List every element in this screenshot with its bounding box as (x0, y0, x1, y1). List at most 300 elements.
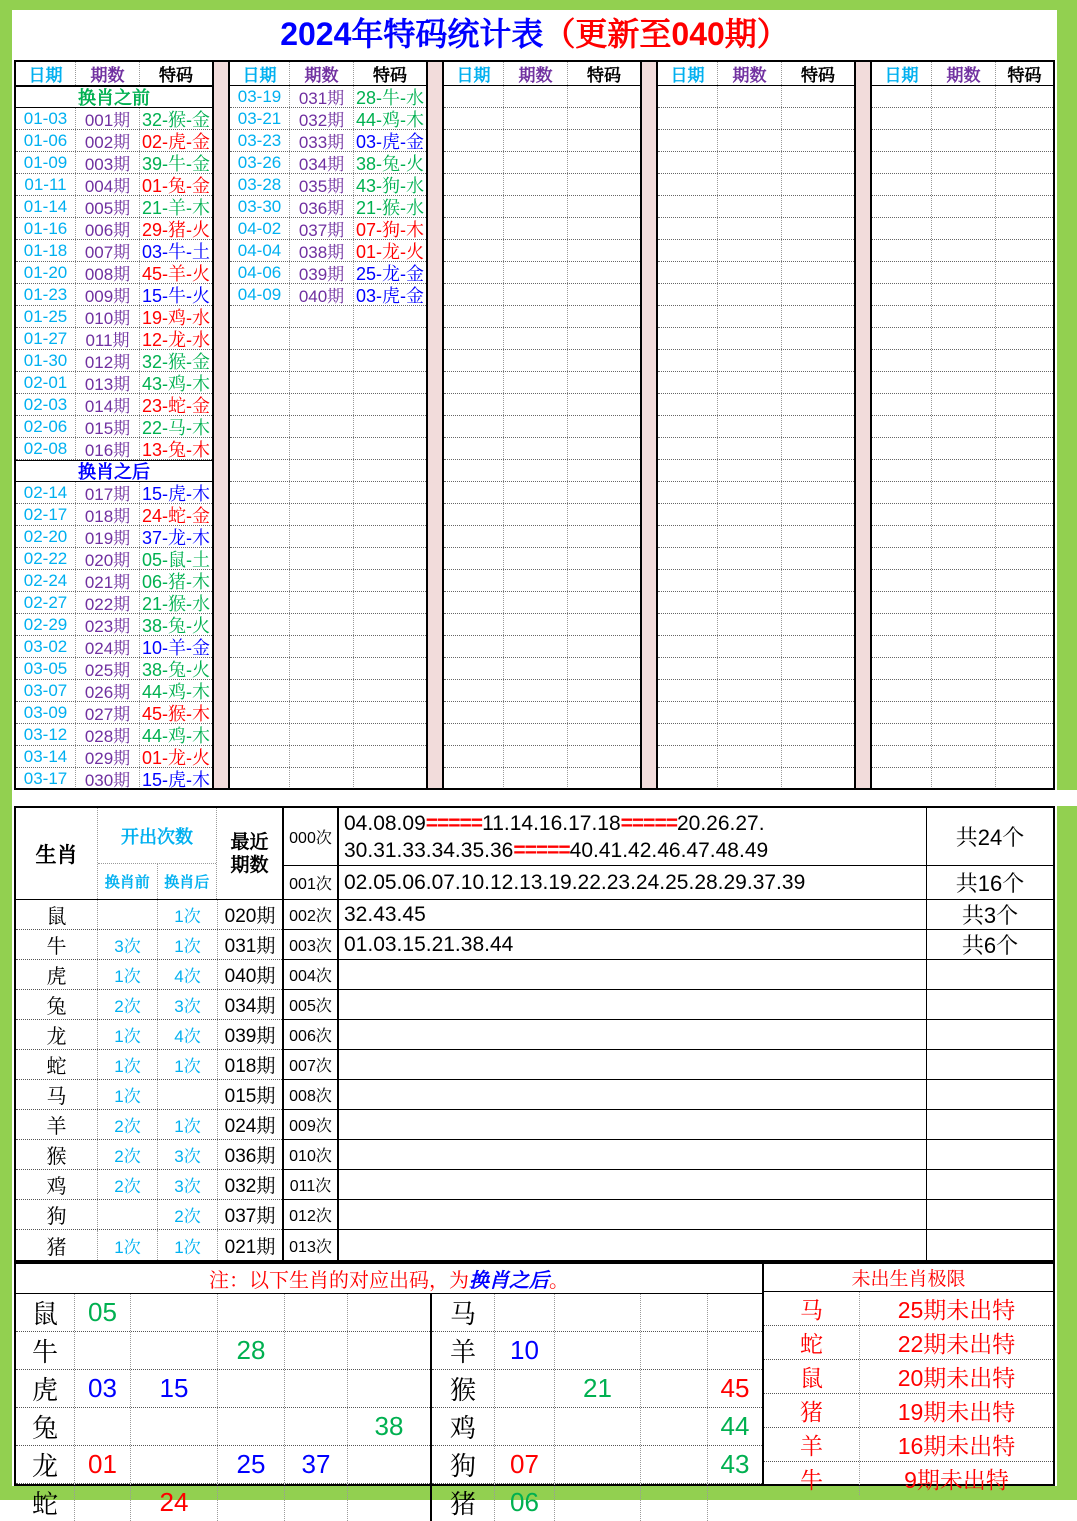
code-cell (567, 592, 640, 613)
frequency-numbers-cell (339, 1200, 927, 1229)
zodiac-name-cell: 蛇 (31, 1489, 58, 1519)
limit-zodiac-cell: 马 (800, 1297, 823, 1323)
date-cell: 01-18 (23, 240, 68, 260)
frequency-label: 011次 (284, 1170, 339, 1199)
table-row (658, 218, 854, 240)
number-list-line (344, 869, 926, 896)
table-row (16, 680, 212, 702)
note-row (16, 1264, 762, 1294)
period-cell: 021期 (75, 570, 139, 591)
period-cell: 040期 (289, 284, 353, 305)
number-list-segment: 11.14.16.17.18 (482, 811, 621, 835)
code-value-cell: 03 (74, 1370, 130, 1407)
period-cell: 010期 (75, 306, 139, 327)
period-cell (717, 240, 781, 261)
date-cell (444, 460, 503, 481)
date-cell (230, 482, 289, 503)
date-cell (230, 658, 289, 679)
code-cell (995, 108, 1053, 129)
code-column-header: 特码 (139, 62, 212, 85)
frequency-numbers-cell (339, 1080, 927, 1109)
table-row (444, 680, 640, 702)
code-cell (995, 460, 1053, 481)
table-row (16, 482, 212, 504)
table-row (658, 570, 854, 592)
date-cell (230, 570, 289, 591)
code-cell (567, 350, 640, 371)
limit-row (764, 1326, 1053, 1360)
limit-text-cell: 9期未出特 (859, 1462, 1053, 1495)
date-cell (230, 548, 289, 569)
table-row (16, 306, 212, 328)
table-row (444, 460, 640, 482)
period-cell (717, 592, 781, 613)
code-cell (781, 724, 854, 745)
date-cell: 01-09 (23, 152, 68, 172)
frequency-row (284, 900, 1053, 930)
recent-period-cell: 031期 (217, 930, 282, 959)
draw-counts-subheaders (98, 864, 216, 899)
table-row (872, 548, 1053, 570)
code-column-header: 特码 (353, 62, 426, 85)
before-count-cell: 1次 (97, 1020, 157, 1049)
zodiac-stats-row (16, 1110, 282, 1140)
recent-period-cell: 018期 (217, 1050, 282, 1079)
date-cell (658, 548, 717, 569)
date-cell (444, 702, 503, 723)
period-cell (931, 108, 995, 129)
table-row (658, 658, 854, 680)
period-cell (717, 570, 781, 591)
code-cell (567, 526, 640, 547)
code-value-cell (217, 1484, 284, 1521)
date-cell (230, 614, 289, 635)
code-cell (995, 262, 1053, 283)
table-row (872, 636, 1053, 658)
period-cell (717, 394, 781, 415)
zodiac-code-row (432, 1294, 762, 1332)
frequency-numbers-cell (339, 808, 927, 865)
period-cell (289, 460, 353, 481)
table-row (16, 174, 212, 196)
zodiac-stats-row (16, 1080, 282, 1110)
frequency-numbers-cell (339, 1140, 927, 1169)
frequency-total (927, 1080, 1053, 1109)
frequency-row (284, 930, 1053, 960)
code-cell (781, 328, 854, 349)
code-value-cell (554, 1408, 640, 1445)
date-cell (658, 702, 717, 723)
period-cell (717, 438, 781, 459)
table-row (872, 328, 1053, 350)
period-cell (931, 724, 995, 745)
period-cell (503, 768, 567, 789)
period-cell: 038期 (289, 240, 353, 261)
date-cell (444, 218, 503, 239)
date-cell: 02-20 (23, 526, 68, 546)
code-cell (353, 482, 426, 503)
code-cell: 01-龙-火 (139, 746, 212, 767)
code-cell: 05-鼠-土 (139, 548, 212, 569)
date-cell: 01-27 (23, 328, 68, 348)
code-cell (781, 526, 854, 547)
date-cell: 02-17 (23, 504, 68, 524)
recent-period-cell: 034期 (217, 990, 282, 1019)
period-cell (289, 768, 353, 789)
zodiac-stats-row (16, 930, 282, 960)
period-cell (717, 262, 781, 283)
code-cell (781, 372, 854, 393)
frequency-row (284, 960, 1053, 990)
table-row (230, 262, 426, 284)
date-cell (872, 328, 931, 349)
zodiac-name-cell: 猴 (449, 1375, 476, 1405)
code-cell (995, 526, 1053, 547)
zodiac-code-row (16, 1408, 430, 1446)
date-cell (444, 504, 503, 525)
missing-zodiac-limit-rows (764, 1292, 1053, 1495)
date-cell (658, 526, 717, 547)
after-count-cell: 1次 (157, 930, 217, 959)
period-cell (931, 636, 995, 657)
date-cell (444, 284, 503, 305)
after-count-cell: 1次 (157, 1110, 217, 1139)
code-cell: 12-龙-水 (139, 328, 212, 349)
date-cell (658, 196, 717, 217)
lottery-results-table (14, 60, 1055, 790)
code-cell (781, 394, 854, 415)
table-row (872, 768, 1053, 790)
zodiac-name-cell: 猪 (46, 1236, 67, 1259)
frequency-total (927, 1110, 1053, 1139)
frequency-label: 013次 (284, 1230, 339, 1260)
table-row (444, 438, 640, 460)
date-cell (230, 592, 289, 613)
code-cell (567, 658, 640, 679)
table-row (16, 218, 212, 240)
table-row (230, 438, 426, 460)
period-cell (503, 570, 567, 591)
zodiac-statistics-section (14, 806, 1055, 1262)
date-cell (658, 240, 717, 261)
zodiac-code-row (432, 1332, 762, 1370)
date-column-header: 日期 (670, 66, 705, 85)
number-list-segment: 40.41.42.46.47.48.49 (569, 838, 769, 862)
date-cell: 03-28 (237, 174, 282, 194)
date-cell (872, 306, 931, 327)
table-row (16, 196, 212, 218)
code-cell (353, 724, 426, 745)
period-cell (717, 460, 781, 481)
date-cell (444, 174, 503, 195)
code-value-cell: 28 (217, 1332, 284, 1369)
table-row (16, 438, 212, 460)
date-cell (230, 680, 289, 701)
code-cell (995, 196, 1053, 217)
code-cell (995, 350, 1053, 371)
zodiac-stats-table (16, 808, 284, 1260)
section-label: 换肖之后 (78, 462, 150, 481)
period-cell (717, 372, 781, 393)
date-cell (230, 438, 289, 459)
period-cell: 032期 (289, 108, 353, 129)
period-cell: 003期 (75, 152, 139, 173)
table-row (444, 636, 640, 658)
table-row (16, 372, 212, 394)
period-cell (289, 328, 353, 349)
recent-period-cell: 015期 (217, 1080, 282, 1109)
code-value-cell (130, 1332, 217, 1369)
date-column-header: 日期 (28, 66, 63, 85)
date-cell (230, 328, 289, 349)
table-row (872, 262, 1053, 284)
zodiac-stats-row (16, 1230, 282, 1260)
period-cell (931, 548, 995, 569)
zodiac-name-cell: 猪 (449, 1489, 476, 1519)
date-cell (444, 592, 503, 613)
table-row (658, 350, 854, 372)
date-cell (444, 130, 503, 151)
table-row (230, 152, 426, 174)
table-row (230, 702, 426, 724)
date-cell (872, 614, 931, 635)
red-separator: ===== (620, 811, 677, 835)
table-row (16, 262, 212, 284)
code-cell (567, 174, 640, 195)
number-list-line (344, 837, 926, 864)
recent-period-header-line1: 最近 (230, 831, 269, 853)
date-cell (658, 328, 717, 349)
period-cell (931, 614, 995, 635)
period-cell (931, 372, 995, 393)
draw-counts-header: 开出次数 (98, 808, 216, 864)
code-cell (567, 130, 640, 151)
zodiac-name-cell: 鼠 (46, 906, 67, 928)
date-cell (444, 196, 503, 217)
period-cell (931, 218, 995, 239)
table-row (16, 328, 212, 350)
frequency-row (284, 1230, 1053, 1260)
table-row (444, 746, 640, 768)
period-column-header: 期数 (75, 62, 139, 85)
date-cell: 02-01 (23, 372, 68, 392)
period-cell: 006期 (75, 218, 139, 239)
number-list-segment: 20.26.27. (676, 811, 765, 835)
period-cell (289, 372, 353, 393)
date-cell: 03-23 (237, 130, 282, 150)
gap-band (12, 790, 1077, 806)
table-row (444, 284, 640, 306)
frequency-label: 008次 (284, 1080, 339, 1109)
date-cell (872, 768, 931, 789)
date-cell (444, 240, 503, 261)
date-cell (872, 592, 931, 613)
column-header-row (230, 62, 426, 86)
date-cell (872, 482, 931, 503)
code-cell (995, 570, 1053, 591)
code-value-cell (640, 1332, 707, 1369)
table-row (230, 218, 426, 240)
codes-table-left (16, 1294, 432, 1521)
table-row (16, 702, 212, 724)
codes-tables-wrap (16, 1264, 764, 1519)
table-row (230, 570, 426, 592)
code-cell (567, 284, 640, 305)
limit-row (764, 1292, 1053, 1326)
code-cell: 29-猪-火 (139, 218, 212, 239)
section-header-row (16, 460, 212, 482)
code-cell (567, 306, 640, 327)
code-cell (567, 328, 640, 349)
date-cell (872, 746, 931, 767)
zodiac-column-header: 生肖 (35, 843, 78, 867)
period-cell: 020期 (75, 548, 139, 569)
date-cell: 02-14 (23, 482, 68, 502)
before-change-header: 换肖前 (104, 874, 150, 891)
period-cell: 037期 (289, 218, 353, 239)
code-cell: 01-龙-火 (353, 240, 426, 261)
date-cell (444, 350, 503, 371)
zodiac-name-cell: 牛 (46, 936, 67, 958)
zodiac-stats-rows (16, 900, 282, 1260)
code-cell: 37-龙-木 (139, 526, 212, 547)
code-cell (567, 548, 640, 569)
before-count-cell: 2次 (97, 1140, 157, 1169)
code-cell (781, 416, 854, 437)
table-row (444, 482, 640, 504)
period-cell (503, 438, 567, 459)
table-row (444, 306, 640, 328)
code-value-cell (284, 1294, 347, 1331)
code-cell (567, 570, 640, 591)
frequency-numbers-cell (339, 1230, 927, 1260)
table-row (230, 636, 426, 658)
code-cell (995, 636, 1053, 657)
code-cell (353, 372, 426, 393)
table-row (658, 130, 854, 152)
date-cell (444, 526, 503, 547)
frequency-total (927, 1050, 1053, 1079)
zodiac-stats-row (16, 1200, 282, 1230)
code-value-cell (347, 1370, 430, 1407)
table-row (444, 570, 640, 592)
code-cell (995, 482, 1053, 503)
table-row (658, 460, 854, 482)
date-cell (230, 636, 289, 657)
code-value-cell: 10 (494, 1332, 554, 1369)
table-row (444, 372, 640, 394)
code-cell (995, 152, 1053, 173)
zodiac-name-cell: 虎 (46, 966, 67, 988)
table-row (872, 504, 1053, 526)
date-cell: 03-07 (23, 680, 68, 700)
code-cell (995, 284, 1053, 305)
code-value-cell (707, 1484, 762, 1521)
code-cell (353, 504, 426, 525)
code-cell (567, 636, 640, 657)
code-column-header: 特码 (781, 62, 854, 85)
period-cell: 039期 (289, 262, 353, 283)
period-cell: 005期 (75, 196, 139, 217)
date-cell (658, 724, 717, 745)
code-cell: 23-蛇-金 (139, 394, 212, 415)
date-cell: 02-27 (23, 592, 68, 612)
period-cell: 034期 (289, 152, 353, 173)
code-cell (781, 768, 854, 789)
code-value-cell (130, 1446, 217, 1483)
date-cell (872, 284, 931, 305)
period-cell (717, 658, 781, 679)
code-cell (353, 614, 426, 635)
code-cell (781, 614, 854, 635)
zodiac-name-cell: 兔 (46, 996, 67, 1018)
date-cell (872, 196, 931, 217)
zodiac-name-cell: 羊 (46, 1116, 67, 1138)
code-cell (995, 658, 1053, 679)
period-cell: 022期 (75, 592, 139, 613)
after-count-cell: 1次 (157, 1230, 217, 1260)
date-cell (658, 504, 717, 525)
period-cell (503, 130, 567, 151)
date-cell (658, 680, 717, 701)
column-header-row (444, 62, 640, 86)
table-row (872, 108, 1053, 130)
code-cell (353, 350, 426, 371)
table-row (658, 108, 854, 130)
period-cell (503, 416, 567, 437)
code-cell: 03-虎-金 (353, 130, 426, 151)
date-cell (872, 460, 931, 481)
period-cell: 023期 (75, 614, 139, 635)
table-row (230, 174, 426, 196)
table-row (16, 108, 212, 130)
code-value-cell: 05 (74, 1294, 130, 1331)
code-cell (781, 482, 854, 503)
table-row (872, 460, 1053, 482)
table-row (230, 240, 426, 262)
period-cell (503, 504, 567, 525)
number-list-segment: 02.05.06.07.10.12.13.19.22.23.24.25.28.29.37.39 (344, 871, 806, 894)
frequency-numbers-cell (339, 930, 927, 959)
date-cell: 01-16 (23, 218, 68, 238)
frequency-row (284, 1170, 1053, 1200)
code-cell (995, 416, 1053, 437)
date-cell (872, 262, 931, 283)
date-cell: 02-08 (23, 438, 68, 458)
table-row (658, 284, 854, 306)
code-value-cell (347, 1446, 430, 1483)
period-cell (503, 746, 567, 767)
code-value-cell (640, 1484, 707, 1521)
table-row (872, 614, 1053, 636)
code-value-cell: 15 (130, 1370, 217, 1407)
code-cell (567, 724, 640, 745)
code-cell (781, 592, 854, 613)
column-header-row (872, 62, 1053, 86)
code-value-cell (554, 1484, 640, 1521)
date-cell (444, 724, 503, 745)
period-cell: 018期 (75, 504, 139, 525)
code-cell (995, 724, 1053, 745)
date-cell: 03-14 (23, 746, 68, 766)
table-row (230, 130, 426, 152)
code-value-cell: 44 (707, 1408, 762, 1445)
green-border-right (1057, 0, 1077, 1500)
frequency-label: 003次 (284, 930, 339, 959)
period-cell (931, 416, 995, 437)
after-count-cell: 4次 (157, 1020, 217, 1049)
limit-text-cell: 19期未出特 (859, 1394, 1053, 1427)
